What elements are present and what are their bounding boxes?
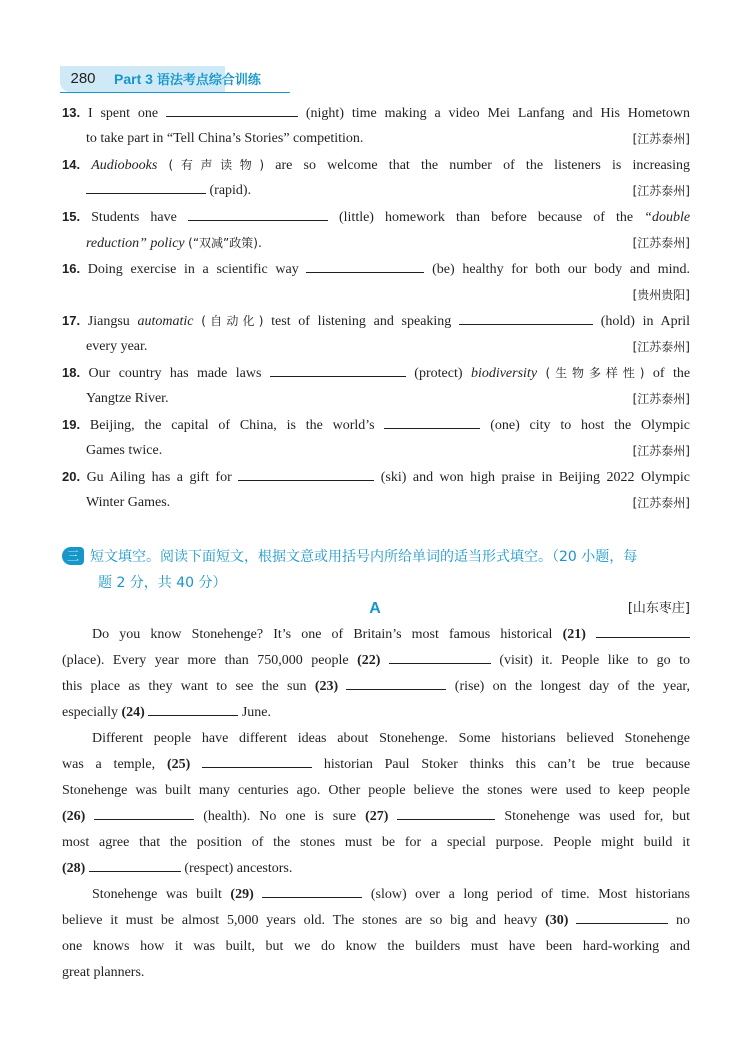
paragraph-2: Different people have different ideas about Stonehenge. Some historians believed Stonehenge was a temple, (25) historian Paul Stoker thinks this can’t be true because Stonehenge was built many centuries ago. Other people believe the stones were used to keep people (26) (health). No one is sure (27) Stonehenge was used for, but most agree that the position of the stones must be for a special purpose. People might build it (28) (respect) ancestors.	[62, 731, 691, 876]
question-18: 18. Our country has made laws (protect) biodiversity (生物多样性) of the Yangtze River. [江苏泰州]	[62, 360, 690, 412]
answer-blank[interactable]	[270, 362, 406, 377]
source-tag: [江苏泰州]	[632, 444, 690, 458]
question-13: 13. I spent one (night) time making a video Mei Lanfang and His Hometown to take part in “Tell China’s Stories” competition. [江苏泰州]	[62, 100, 690, 152]
question-19: 19. Beijing, the capital of China, is the world’s (one) city to host the Olympic Games twice. [江苏泰州]	[62, 412, 690, 464]
section-heading: 三 短文填空。阅读下面短文，根据文意或用括号内所给单词的适当形式填空。（20 小题，每 题 2 分，共 40 分）	[62, 544, 690, 596]
section-badge: 三	[62, 547, 84, 565]
answer-blank[interactable]	[389, 649, 491, 664]
answer-blank[interactable]	[166, 102, 298, 117]
paragraph-1: Do you know Stonehenge? It’s one of Britain’s most famous historical (21) (place). Every year more than 750,000 people (22) (visit) it. People like to go to this place as they want to see the sun (23) (rise) on the longest day of the year, especially (24) June.	[62, 622, 690, 726]
answer-blank[interactable]	[86, 179, 206, 194]
question-20: 20. Gu Ailing has a gift for (ski) and won high praise in Beijing 2022 Olympic Winter Games. [江苏泰州]	[62, 464, 690, 516]
question-16: 16. Doing exercise in a scientific way (be) healthy for both our body and mind. [贵州贵阳]	[62, 256, 690, 308]
answer-blank[interactable]	[306, 258, 424, 273]
answer-blank[interactable]	[188, 206, 328, 221]
paragraph-3: Stonehenge was built (29) (slow) over a long period of time. Most historians believe it must be almost 5,000 years old. The stones are so big and heavy (30) no one knows how it was built, but we do know the builders must have been hard-working and great planners.	[62, 882, 690, 986]
source-tag: [江苏泰州]	[632, 132, 690, 146]
answer-blank[interactable]	[238, 466, 374, 481]
source-tag: [江苏泰州]	[632, 340, 690, 354]
answer-blank[interactable]	[89, 857, 181, 872]
page-header	[60, 66, 300, 92]
answer-blank[interactable]	[397, 805, 495, 820]
passage-title: A	[369, 600, 381, 617]
answer-blank[interactable]	[94, 805, 194, 820]
answer-blank[interactable]	[148, 701, 238, 716]
answer-blank[interactable]	[384, 414, 480, 429]
source-tag: [江苏泰州]	[632, 236, 690, 250]
answer-blank[interactable]	[459, 310, 593, 325]
question-14: 14. Audiobooks (有声读物) are so welcome that the number of the listeners is increasing (rapid). [江苏泰州]	[62, 152, 690, 204]
passage-source: [山东枣庄]	[627, 601, 690, 616]
source-tag: [江苏泰州]	[632, 184, 690, 198]
header-rule	[60, 92, 290, 93]
answer-blank[interactable]	[202, 753, 312, 768]
header-title: Part 3 语法考点综合训练	[114, 71, 261, 88]
source-tag: [江苏泰州]	[632, 496, 690, 510]
question-17: 17. Jiangsu automatic (自动化) test of listening and speaking (hold) in April every year. [江苏泰州]	[62, 308, 690, 360]
answer-blank[interactable]	[596, 623, 690, 638]
answer-blank[interactable]	[262, 883, 362, 898]
page-number: 280	[70, 70, 96, 87]
answer-blank[interactable]	[576, 909, 668, 924]
source-tag: [江苏泰州]	[632, 392, 690, 406]
source-tag: [贵州贵阳]	[632, 288, 690, 302]
question-15: 15. Students have (little) homework than before because of the “double reduction” policy (“双减”政策). [江苏泰州]	[62, 204, 690, 256]
answer-blank[interactable]	[346, 675, 446, 690]
